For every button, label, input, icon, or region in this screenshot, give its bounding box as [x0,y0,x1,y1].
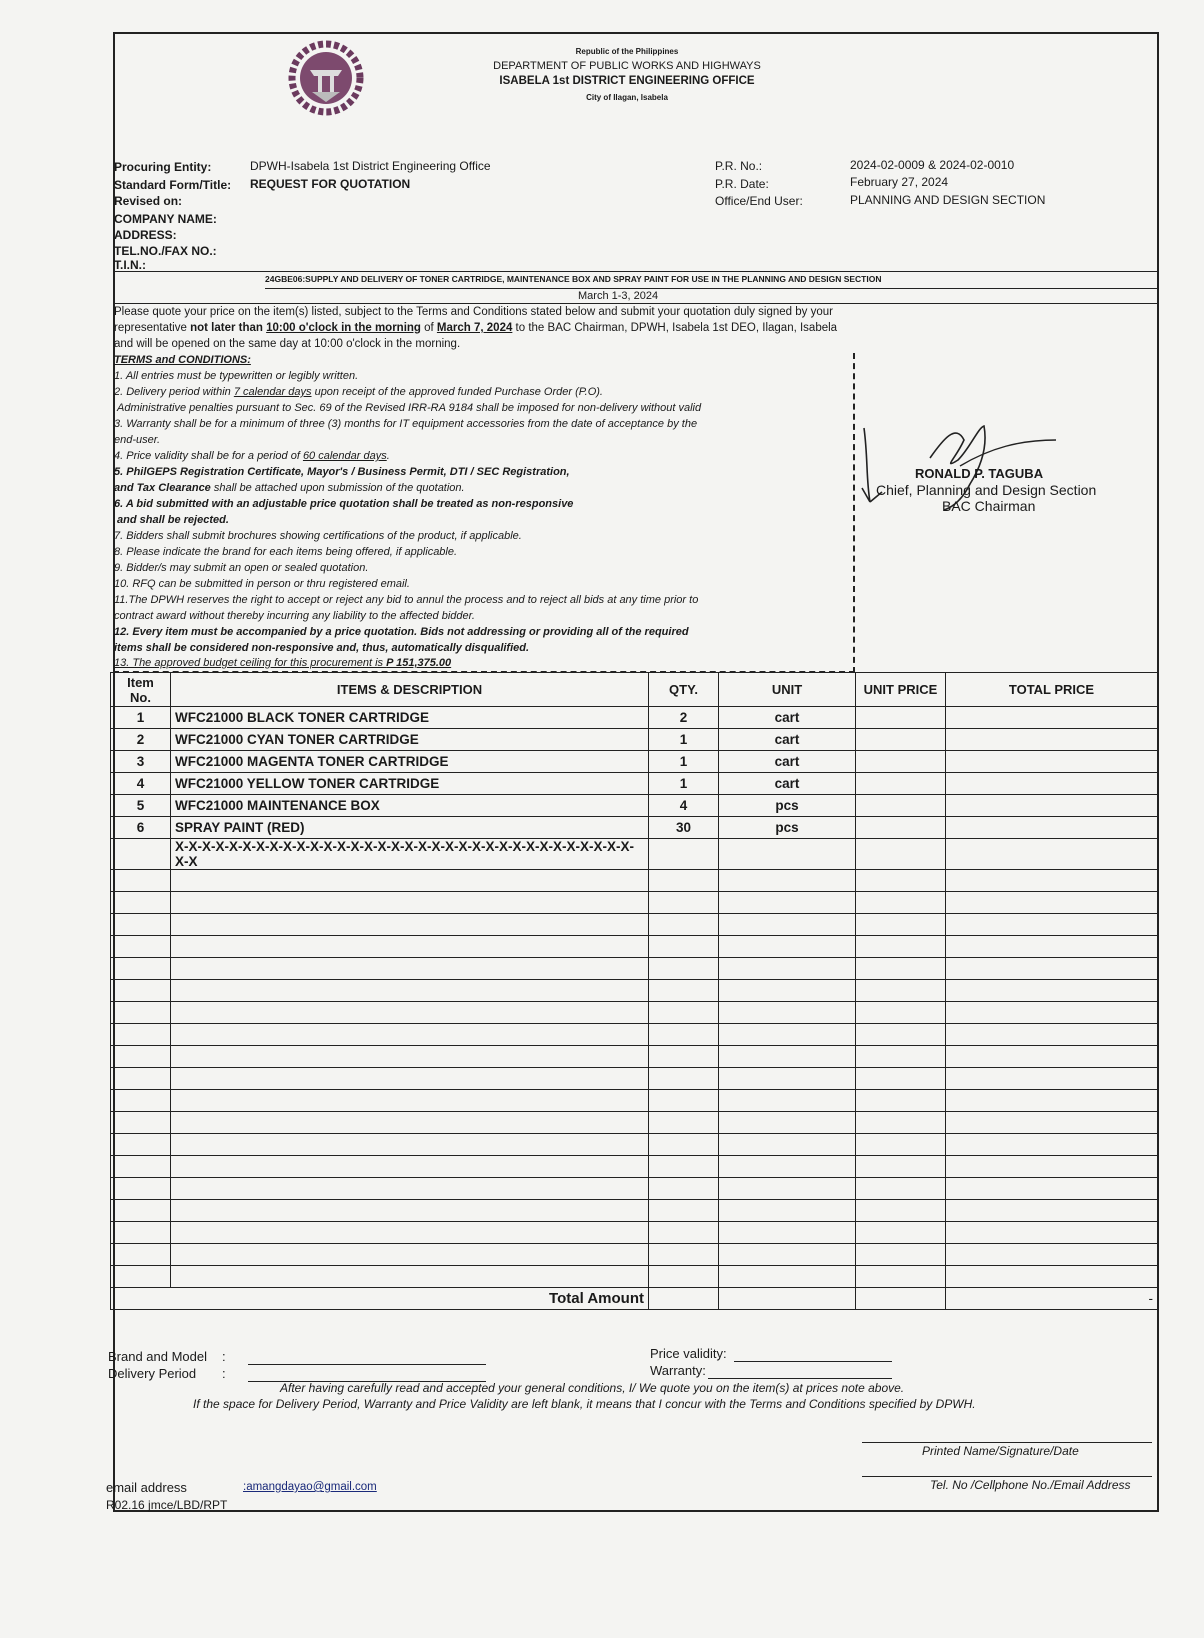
empty-cell [171,958,649,980]
empty-cell [171,1244,649,1266]
city-label: City of Ilagan, Isabela [586,93,668,102]
project-date: March 1-3, 2024 [578,290,659,302]
item-total-price-cell [946,751,1158,773]
item-qty-cell: 1 [649,773,719,795]
empty-cell [171,914,649,936]
col-header-description: ITEMS & DESCRIPTION [171,673,649,707]
text-segment: upon receipt of the approved funded Purchase Order (P.O). [311,386,603,398]
empty-cell [856,1090,946,1112]
item-description-cell: WFC21000 MAINTENANCE BOX [171,795,649,817]
email-value[interactable]: :amangdayao@gmail.com [243,1481,377,1493]
republic-label: Republic of the Philippines [575,47,679,56]
term-2 [114,384,603,400]
empty-table-row [111,958,1158,980]
term-11-cont: contract award without thereby incurring any liability to the affected bidder. [114,610,475,622]
empty-cell [856,1024,946,1046]
total-unit-cell [719,1288,856,1310]
empty-cell [856,1068,946,1090]
signature-line [862,1442,1152,1443]
table-row [111,729,1158,751]
empty-cell [946,936,1158,958]
item-total-price-cell [946,773,1158,795]
term-1: 1. All entries must be typewritten or legibly written. [114,370,359,382]
empty-cell [856,1178,946,1200]
total-amount-value: - [946,1288,1158,1310]
empty-cell [946,1068,1158,1090]
term-11: 11.The DPWH reserves the right to accept or reject any bid to annul the process and to reject all bids at any time prior to [114,594,699,606]
empty-cell [719,1178,856,1200]
term-2-penalties: Administrative penalties pursuant to Sec. 69 of the Revised IRR-RA 9184 shall be imposed for non-delivery without valid [117,402,702,414]
signatory-name: RONALD P. TAGUBA [915,466,1044,481]
col-header-item-no: Item No. [111,673,171,707]
item-total-price-cell [946,707,1158,729]
project-title: 24GBE06:SUPPLY AND DELIVERY OF TONER CARTRIDGE, MAINTENANCE BOX AND SPRAY PAINT FOR USE IN THE PLANNING AND DESIGN SECTION [265,274,882,284]
procuring-entity-value: DPWH-Isabela 1st District Engineering Office [250,159,491,173]
empty-cell [719,1266,856,1288]
empty-cell [719,936,856,958]
instructions-line1: Please quote your price on the item(s) listed, subject to the Terms and Conditions stated below and submit your quotation duly signed by your [114,306,833,318]
empty-cell [946,892,1158,914]
empty-cell [171,1134,649,1156]
empty-cell [171,1156,649,1178]
term-7: 7. Bidders shall submit brochures showing certifications of the product, if applicable. [114,530,522,542]
term-13 [114,655,451,671]
col-header-total-price: TOTAL PRICE [946,673,1158,707]
item-qty-cell [649,839,719,870]
empty-cell [946,980,1158,1002]
contact-line [862,1476,1152,1477]
divider [265,288,1159,289]
term-6-cont: and shall be rejected. [117,514,229,526]
table-row [111,839,1158,870]
empty-cell [111,1200,171,1222]
tel-fax-label: TEL.NO./FAX NO.: [114,244,217,258]
empty-cell [649,1112,719,1134]
item-unit-price-cell [856,773,946,795]
item-no-cell: 1 [111,707,171,729]
dpwh-seal-icon [288,40,364,116]
office-name: ISABELA 1st DISTRICT ENGINEERING OFFICE [499,75,755,87]
table-header-row [111,673,1158,707]
empty-table-row [111,1200,1158,1222]
signatory-title: Chief, Planning and Design Section [876,482,1097,498]
term-3: 3. Warranty shall be for a minimum of three (3) months for IT equipment accessories from the date of acceptance by the [114,418,698,430]
empty-cell [719,1112,856,1134]
delivery-colon: : [222,1366,226,1381]
empty-cell [171,1046,649,1068]
empty-table-row [111,1046,1158,1068]
pr-no-value: 2024-02-0009 & 2024-02-0010 [850,158,1015,172]
empty-cell [111,1090,171,1112]
term-10: 10. RFQ can be submitted in person or thru registered email. [114,578,410,590]
empty-cell [856,1156,946,1178]
price-validity-label: Price validity: [650,1346,727,1361]
term-8: 8. Please indicate the brand for each items being offered, if applicable. [114,546,458,558]
empty-cell [171,1024,649,1046]
empty-cell [171,1266,649,1288]
item-unit-cell: cart [719,729,856,751]
items-table [110,672,1158,1310]
empty-cell [946,1156,1158,1178]
text-segment: 2. Delivery period within [114,386,234,398]
item-description-cell: WFC21000 YELLOW TONER CARTRIDGE [171,773,649,795]
deadline-time: 10:00 o'clock in the morning [266,322,421,334]
empty-cell [946,870,1158,892]
empty-cell [649,1266,719,1288]
empty-cell [856,1112,946,1134]
empty-cell [856,892,946,914]
empty-cell [946,914,1158,936]
empty-table-row [111,892,1158,914]
pr-no-label: P.R. No.: [715,159,763,173]
empty-cell [111,980,171,1002]
empty-table-row [111,1266,1158,1288]
empty-cell [946,1112,1158,1134]
item-description-cell: SPRAY PAINT (RED) [171,817,649,839]
empty-cell [719,1002,856,1024]
table-row [111,817,1158,839]
term-4 [114,448,390,464]
empty-cell [719,980,856,1002]
empty-table-row [111,1024,1158,1046]
empty-cell [171,980,649,1002]
empty-cell [946,1266,1158,1288]
empty-cell [719,1046,856,1068]
empty-cell [719,892,856,914]
pr-date-value: February 27, 2024 [850,175,949,189]
empty-table-row [111,1222,1158,1244]
revised-label: Revised on: [114,194,183,208]
item-qty-cell: 2 [649,707,719,729]
form-title-label: Standard Form/Title: [114,178,232,192]
empty-table-row [111,1156,1158,1178]
item-unit-cell: cart [719,707,856,729]
item-unit-price-cell [856,795,946,817]
total-qty-cell [649,1288,719,1310]
procuring-entity-label: Procuring Entity: [114,160,212,174]
item-no-cell: 4 [111,773,171,795]
empty-cell [171,936,649,958]
item-no-cell: 5 [111,795,171,817]
item-unit-cell: cart [719,751,856,773]
empty-cell [111,1178,171,1200]
empty-cell [649,1134,719,1156]
empty-cell [171,870,649,892]
deadline-date: March 7, 2024 [436,322,513,334]
contact-label: Tel. No /Cellphone No./Email Address [930,1478,1131,1492]
form-title-value: REQUEST FOR QUOTATION [250,177,411,191]
col-header-qty: QTY. [649,673,719,707]
empty-cell [649,1090,719,1112]
empty-cell [171,1002,649,1024]
item-unit-cell: pcs [719,795,856,817]
end-user-value: PLANNING AND DESIGN SECTION [850,193,1046,207]
empty-cell [649,914,719,936]
empty-cell [719,1244,856,1266]
empty-cell [649,1024,719,1046]
signatory-role: BAC Chairman [942,498,1036,514]
empty-cell [111,1222,171,1244]
empty-cell [856,1002,946,1024]
item-no-cell: 3 [111,751,171,773]
item-no-cell: 2 [111,729,171,751]
empty-cell [719,958,856,980]
item-total-price-cell [946,729,1158,751]
delivery-days: 7 calendar days [233,386,312,398]
text-segment: . [386,450,390,462]
term-6: 6. A bid submitted with an adjustable price quotation shall be treated as non-responsive [114,498,574,510]
empty-cell [171,1068,649,1090]
table-row [111,751,1158,773]
instructions-line3: and will be opened on the same day at 10:00 o'clock in the morning. [114,338,461,350]
empty-cell [946,1090,1158,1112]
empty-cell [719,1024,856,1046]
term-5-cont [114,480,465,496]
item-unit-cell: cart [719,773,856,795]
text-segment: to the BAC Chairman, DPWH, Isabela 1st DEO, Ilagan, Isabela [512,322,838,334]
empty-cell [171,1178,649,1200]
empty-table-row [111,1178,1158,1200]
empty-cell [946,1046,1158,1068]
item-qty-cell: 1 [649,729,719,751]
item-total-price-cell [946,839,1158,870]
total-amount-label: Total Amount [111,1288,649,1310]
item-description-cell: WFC21000 BLACK TONER CARTRIDGE [171,707,649,729]
empty-cell [649,1046,719,1068]
empty-cell [171,892,649,914]
item-description-cell: X-X-X-X-X-X-X-X-X-X-X-X-X-X-X-X-X-X-X-X-X-X-X-X-X-X-X-X-X-X-X-X-X-X-X-X [171,839,649,870]
instructions-line2 [114,320,837,336]
acceptance-statement: After having carefully read and accepted your general conditions, I/ We quote you on the item(s) at prices note above. [280,1381,905,1395]
terms-heading: TERMS and CONDITIONS: [114,354,251,366]
empty-cell [649,1200,719,1222]
empty-cell [649,1068,719,1090]
empty-cell [171,1112,649,1134]
empty-table-row [111,1134,1158,1156]
empty-cell [649,1244,719,1266]
empty-table-row [111,1068,1158,1090]
item-unit-price-cell [856,729,946,751]
validity-days: 60 calendar days [302,450,387,462]
empty-table-row [111,1002,1158,1024]
divider [113,271,1159,272]
empty-cell [719,1156,856,1178]
tin-label: T.I.N.: [114,258,146,272]
email-label: email address [106,1480,187,1495]
empty-cell [856,1046,946,1068]
item-no-cell [111,839,171,870]
item-unit-price-cell [856,751,946,773]
empty-cell [719,914,856,936]
empty-cell [856,914,946,936]
empty-cell [856,980,946,1002]
text-segment: not later than [190,322,267,334]
form-code: R02.16 jmce/LBD/RPT [106,1498,228,1512]
empty-cell [171,1200,649,1222]
empty-table-row [111,980,1158,1002]
empty-cell [946,958,1158,980]
table-row [111,773,1158,795]
empty-cell [856,1222,946,1244]
item-unit-cell [719,839,856,870]
empty-cell [649,1222,719,1244]
empty-table-row [111,1090,1158,1112]
empty-cell [856,1266,946,1288]
text-segment: 4. Price validity shall be for a period of [114,450,303,462]
empty-cell [856,870,946,892]
item-total-price-cell [946,817,1158,839]
empty-cell [649,936,719,958]
item-total-price-cell [946,795,1158,817]
term-12-cont: items shall be considered non-responsive and, thus, automatically disqualified. [114,642,530,654]
empty-cell [111,958,171,980]
empty-cell [856,1134,946,1156]
budget-ceiling: P 151,375.00 [386,657,452,669]
empty-cell [111,870,171,892]
empty-table-row [111,936,1158,958]
empty-cell [946,1002,1158,1024]
text-segment: shall be attached upon submission of the quotation. [210,482,465,494]
empty-cell [649,892,719,914]
brand-model-field [248,1364,486,1365]
empty-cell [946,1134,1158,1156]
empty-cell [111,892,171,914]
empty-cell [649,1156,719,1178]
empty-cell [856,1200,946,1222]
item-description-cell: WFC21000 MAGENTA TONER CARTRIDGE [171,751,649,773]
term-12: 12. Every item must be accompanied by a price quotation. Bids not addressing or providing all of the required [114,626,689,638]
col-header-unit-price: UNIT PRICE [856,673,946,707]
empty-cell [856,1244,946,1266]
empty-cell [111,914,171,936]
text-segment: and Tax Clearance [114,482,211,494]
brand-model-label: Brand and Model [108,1349,208,1364]
empty-cell [111,1244,171,1266]
empty-cell [649,1002,719,1024]
price-validity-field [734,1361,892,1362]
warranty-label: Warranty: [650,1363,706,1378]
empty-cell [946,1024,1158,1046]
empty-cell [111,1068,171,1090]
total-unit-price-cell [856,1288,946,1310]
empty-cell [719,870,856,892]
col-header-unit: UNIT [719,673,856,707]
empty-table-row [111,870,1158,892]
text-segment: representative [114,322,191,334]
empty-cell [719,1090,856,1112]
printed-name-label: Printed Name/Signature/Date [922,1444,1079,1458]
item-qty-cell: 30 [649,817,719,839]
item-unit-cell: pcs [719,817,856,839]
empty-cell [719,1068,856,1090]
item-qty-cell: 1 [649,751,719,773]
empty-cell [946,1244,1158,1266]
item-unit-price-cell [856,817,946,839]
empty-cell [946,1222,1158,1244]
empty-cell [719,1134,856,1156]
table-row [111,707,1158,729]
empty-cell [856,936,946,958]
empty-cell [946,1178,1158,1200]
empty-cell [719,1200,856,1222]
empty-cell [111,1024,171,1046]
empty-cell [649,870,719,892]
text-segment: of [420,322,437,334]
term-3-cont: end-user. [114,434,161,446]
empty-cell [171,1222,649,1244]
empty-cell [111,1134,171,1156]
blank-fields-note: If the space for Delivery Period, Warranty and Price Validity are left blank, it means that I concur with the Terms and Conditions specified by DPWH. [193,1397,976,1411]
empty-cell [649,980,719,1002]
text-segment: 13. The approved budget ceiling for this procurement is [114,657,387,669]
empty-cell [649,958,719,980]
table-row [111,795,1158,817]
empty-cell [946,1200,1158,1222]
empty-cell [111,1156,171,1178]
empty-cell [649,1178,719,1200]
term-9: 9. Bidder/s may submit an open or sealed quotation. [114,562,369,574]
brand-colon: : [222,1349,226,1364]
empty-cell [719,1222,856,1244]
empty-cell [111,1112,171,1134]
end-user-label: Office/End User: [715,194,803,208]
empty-table-row [111,1112,1158,1134]
item-no-cell: 6 [111,817,171,839]
empty-cell [111,1266,171,1288]
item-qty-cell: 4 [649,795,719,817]
item-unit-price-cell [856,707,946,729]
empty-cell [111,1002,171,1024]
empty-cell [111,1046,171,1068]
total-row [111,1288,1158,1310]
empty-cell [111,936,171,958]
address-label: ADDRESS: [114,228,177,242]
empty-table-row [111,914,1158,936]
item-description-cell: WFC21000 CYAN TONER CARTRIDGE [171,729,649,751]
department-name: DEPARTMENT OF PUBLIC WORKS AND HIGHWAYS [493,60,761,72]
item-unit-price-cell [856,839,946,870]
empty-cell [856,958,946,980]
company-name-label: COMPANY NAME: [114,212,217,226]
delivery-period-label: Delivery Period [108,1366,197,1381]
pr-date-label: P.R. Date: [715,177,769,191]
empty-table-row [111,1244,1158,1266]
term-5: 5. PhilGEPS Registration Certificate, Mayor's / Business Permit, DTI / SEC Registration, [114,466,570,478]
warranty-field [708,1378,892,1379]
empty-cell [171,1090,649,1112]
